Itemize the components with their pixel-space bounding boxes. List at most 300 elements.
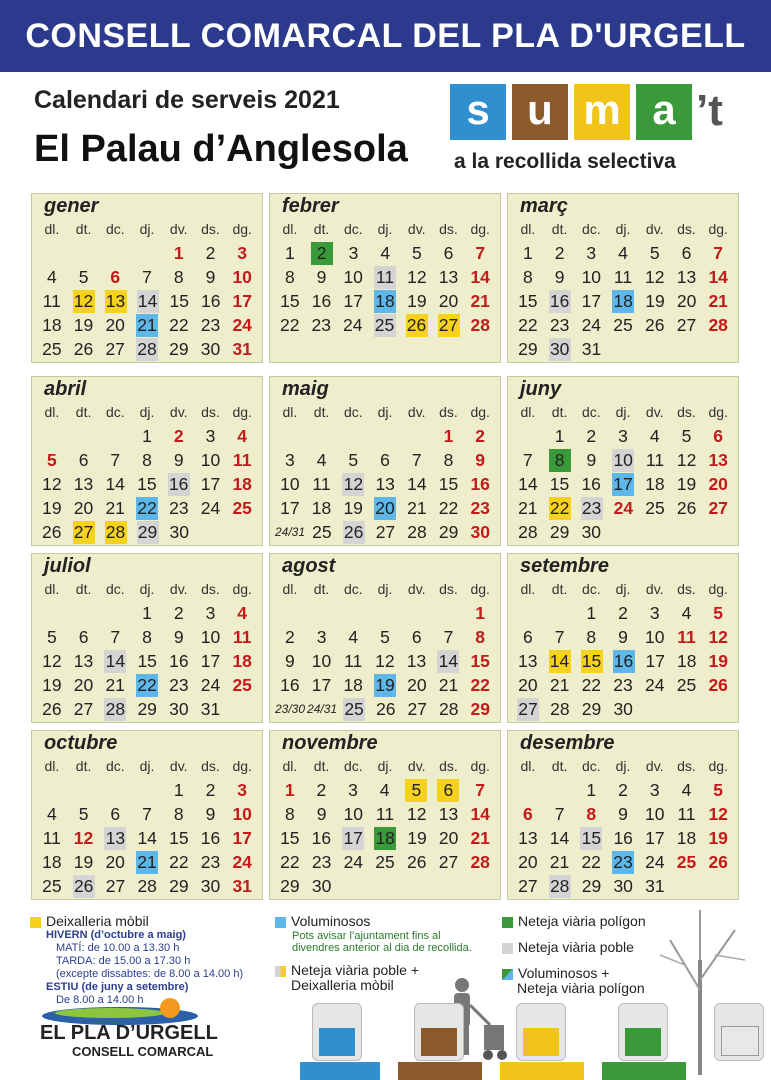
weekday-header xyxy=(274,758,496,774)
week-row xyxy=(274,425,496,448)
week-row xyxy=(274,851,496,874)
month-maig xyxy=(269,376,501,546)
day-cell: 17 xyxy=(280,498,300,518)
weekday-label: ds. xyxy=(439,404,458,420)
legend-excepte: (excepte dissabtes: de 8.00 a 14.00 h) xyxy=(56,968,244,980)
weekday-label: ds. xyxy=(439,581,458,597)
month-name: maig xyxy=(282,378,329,400)
month-name: novembre xyxy=(282,732,378,754)
week-row xyxy=(274,827,496,850)
month-març xyxy=(507,193,739,363)
day-cell: 21 xyxy=(470,291,490,311)
weekday-label: dt. xyxy=(75,404,92,420)
day-cell: 13 xyxy=(105,291,126,311)
weekday-label: dl. xyxy=(282,758,298,774)
week-row xyxy=(512,779,734,802)
day-cell: 27 xyxy=(438,315,459,335)
day-cell: 14 xyxy=(470,267,490,287)
day-cell: 14 xyxy=(518,474,538,494)
day-cell: 16 xyxy=(168,474,189,494)
day-cell: 18 xyxy=(42,852,62,872)
day-cell: 11 xyxy=(375,804,395,824)
pla-urgell-brand xyxy=(40,998,290,1080)
day-cell: 1 xyxy=(475,603,486,623)
day-cell: 13 xyxy=(105,828,126,848)
day-cell: 22 xyxy=(137,498,157,518)
day-cell: 1 xyxy=(142,603,152,623)
weekday-label: dc. xyxy=(343,581,363,597)
day-cell: 2 xyxy=(586,426,597,446)
weekday-label: dj. xyxy=(377,581,393,597)
day-cell: 11 xyxy=(677,627,696,647)
day-cell: 25 xyxy=(676,675,697,695)
day-cell: 15 xyxy=(470,651,490,671)
day-cell xyxy=(672,338,702,361)
weekday-label: dl. xyxy=(520,581,536,597)
day-cell: 5 xyxy=(46,450,57,470)
day-cell: 8 xyxy=(142,450,152,470)
grey-yellow-swatch-icon xyxy=(275,966,286,977)
day-cell xyxy=(132,242,162,265)
legend-hivern: HIVERN (d’octubre a maig) xyxy=(46,929,186,941)
legend-vol-poligon-2: Neteja viària polígon xyxy=(517,980,645,996)
day-cell: 18 xyxy=(645,474,665,494)
grey-bin-icon xyxy=(714,1003,764,1061)
week-row xyxy=(36,425,258,448)
day-cell xyxy=(402,602,432,625)
weekday-label: dg. xyxy=(708,581,728,597)
month-name: març xyxy=(520,195,568,217)
day-cell: 19 xyxy=(708,828,728,848)
week-row xyxy=(36,242,258,265)
weekday-label: dg. xyxy=(232,758,252,774)
weekday-label: ds. xyxy=(201,221,220,237)
day-cell: 9 xyxy=(554,267,565,287)
weekday-label: dt. xyxy=(551,404,568,420)
day-cell xyxy=(37,779,67,802)
weekday-label: dg. xyxy=(232,581,252,597)
day-cell: 2 xyxy=(205,780,216,800)
day-cell: 5 xyxy=(78,267,89,287)
month-febrer xyxy=(269,193,501,363)
week-row xyxy=(512,827,734,850)
day-cell xyxy=(672,521,702,544)
day-cell: 6 xyxy=(681,243,692,263)
day-cell: 15 xyxy=(169,291,189,311)
legend-neteja-deixalleria: Neteja viària poble + xyxy=(275,962,419,978)
day-cell: 3 xyxy=(284,450,295,470)
day-cell: 23 xyxy=(581,498,602,518)
day-cell: 25 xyxy=(613,315,633,335)
week-row xyxy=(36,779,258,802)
day-cell: 12 xyxy=(645,267,665,287)
day-cell: 28 xyxy=(550,699,570,719)
day-cell: 19 xyxy=(42,675,62,695)
weekday-label: dj. xyxy=(615,581,631,597)
day-cell: 21 xyxy=(518,498,538,518)
day-cell: 4 xyxy=(649,426,660,446)
day-cell: 11 xyxy=(645,450,665,470)
week-row xyxy=(36,473,258,496)
day-cell: 28 xyxy=(105,699,126,719)
day-cell: 25 xyxy=(312,522,332,542)
day-cell: 19 xyxy=(708,651,728,671)
weekday-label: dl. xyxy=(520,221,536,237)
day-cell: 13 xyxy=(438,267,459,287)
day-cell xyxy=(402,875,432,898)
day-cell: 11 xyxy=(613,267,633,287)
day-cell: 2 xyxy=(554,243,565,263)
day-cell: 23 xyxy=(470,498,490,518)
weekday-label: ds. xyxy=(201,404,220,420)
weekday-label: dj. xyxy=(139,221,155,237)
weekday-label: dv. xyxy=(645,758,664,774)
weekday-label: dl. xyxy=(282,581,298,597)
day-cell: 6 xyxy=(411,627,422,647)
day-cell: 24/31 xyxy=(275,525,306,539)
day-cell: 22 xyxy=(518,315,538,335)
day-cell: 8 xyxy=(443,450,454,470)
day-cell: 19 xyxy=(73,852,94,872)
day-cell: 25 xyxy=(232,498,252,518)
day-cell: 28 xyxy=(137,876,157,896)
day-cell: 9 xyxy=(205,267,216,287)
day-cell: 24 xyxy=(232,315,252,335)
week-row xyxy=(36,449,258,472)
day-cell: 5 xyxy=(380,627,390,647)
day-cell xyxy=(703,698,733,721)
day-cell: 15 xyxy=(137,474,157,494)
day-cell: 5 xyxy=(681,426,692,446)
day-cell: 13 xyxy=(676,267,697,287)
day-cell: 18 xyxy=(343,675,363,695)
day-cell: 11 xyxy=(42,291,61,311)
day-cell xyxy=(100,779,130,802)
week-row xyxy=(512,626,734,649)
yellow-swatch-icon xyxy=(30,917,41,928)
day-cell: 20 xyxy=(676,291,697,311)
day-cell: 27 xyxy=(105,876,126,896)
day-cell: 5 xyxy=(713,780,724,800)
day-cell: 20 xyxy=(438,291,459,311)
day-cell: 24/31 xyxy=(307,702,338,716)
day-cell: 27 xyxy=(518,876,538,896)
day-cell: 12 xyxy=(343,474,364,494)
day-cell: 26 xyxy=(42,699,62,719)
day-cell: 9 xyxy=(475,450,486,470)
day-cell: 6 xyxy=(110,804,121,824)
weekday-label: dv. xyxy=(645,221,664,237)
day-cell xyxy=(338,602,368,625)
day-cell: 10 xyxy=(232,267,252,287)
day-cell: 23 xyxy=(311,852,332,872)
day-cell xyxy=(307,425,337,448)
week-row xyxy=(274,449,496,472)
day-cell xyxy=(608,338,638,361)
day-cell: 26 xyxy=(708,852,728,872)
month-abril xyxy=(31,376,263,546)
day-cell: 22 xyxy=(280,852,300,872)
day-cell: 1 xyxy=(586,780,597,800)
day-cell: 22 xyxy=(137,675,157,695)
day-cell xyxy=(465,875,495,898)
day-cell: 28 xyxy=(470,852,490,872)
day-cell: 18 xyxy=(375,291,395,311)
day-cell xyxy=(196,521,226,544)
day-cell: 13 xyxy=(708,450,728,470)
day-cell: 16 xyxy=(311,828,332,848)
weekday-label: dj. xyxy=(139,404,155,420)
day-cell: 24 xyxy=(343,852,364,872)
day-cell: 3 xyxy=(586,243,597,263)
day-cell: 21 xyxy=(137,315,157,335)
month-juliol xyxy=(31,553,263,723)
day-cell: 23 xyxy=(549,315,570,335)
day-cell: 9 xyxy=(618,627,628,647)
week-row xyxy=(274,803,496,826)
week-row xyxy=(512,698,734,721)
week-row xyxy=(36,698,258,721)
day-cell: 11 xyxy=(375,267,395,287)
weekday-label: dt. xyxy=(551,221,568,237)
week-row xyxy=(36,266,258,289)
day-cell xyxy=(640,698,670,721)
day-cell: 7 xyxy=(522,450,533,470)
day-cell: 16 xyxy=(470,474,490,494)
day-cell: 9 xyxy=(173,627,184,647)
day-cell: 21 xyxy=(407,498,427,518)
day-cell: 8 xyxy=(284,804,295,824)
day-cell xyxy=(100,425,130,448)
day-cell: 27 xyxy=(73,699,94,719)
weekday-label: dl. xyxy=(282,221,298,237)
day-cell: 20 xyxy=(73,675,94,695)
day-cell: 31 xyxy=(232,876,252,896)
weekday-label: dj. xyxy=(615,758,631,774)
day-cell xyxy=(513,602,543,625)
day-cell: 6 xyxy=(443,243,454,263)
day-cell: 9 xyxy=(173,450,184,470)
weekday-label: dv. xyxy=(645,404,664,420)
day-cell: 21 xyxy=(438,675,459,695)
weekday-label: dv. xyxy=(407,758,426,774)
week-row xyxy=(512,290,734,313)
weekday-header xyxy=(274,581,496,597)
weekday-label: dj. xyxy=(139,581,155,597)
day-cell: 29 xyxy=(438,522,459,542)
day-cell: 17 xyxy=(343,828,363,848)
day-cell: 17 xyxy=(581,291,602,311)
day-cell xyxy=(434,875,464,898)
day-cell: 12 xyxy=(73,828,94,848)
day-cell: 30 xyxy=(549,339,570,359)
weekday-header xyxy=(274,404,496,420)
day-cell: 8 xyxy=(475,627,486,647)
week-row xyxy=(36,650,258,673)
day-cell: 14 xyxy=(407,474,427,494)
day-cell: 23 xyxy=(169,675,189,695)
week-row xyxy=(36,827,258,850)
day-cell: 24 xyxy=(343,315,363,335)
weekday-label: dc. xyxy=(581,581,601,597)
day-cell: 27 xyxy=(676,315,697,335)
day-cell: 1 xyxy=(284,243,295,263)
day-cell: 1 xyxy=(443,426,454,446)
day-cell: 22 xyxy=(438,498,459,518)
day-cell: 20 xyxy=(73,498,94,518)
day-cell: 4 xyxy=(237,426,248,446)
day-cell: 3 xyxy=(348,243,359,263)
day-cell: 27 xyxy=(105,339,125,359)
day-cell: 27 xyxy=(73,522,94,542)
day-cell: 14 xyxy=(438,651,459,671)
day-cell: 13 xyxy=(518,828,538,848)
day-cell xyxy=(69,602,99,625)
day-cell: 12 xyxy=(407,804,427,824)
day-cell xyxy=(100,242,130,265)
day-cell: 4 xyxy=(380,243,391,263)
day-cell: 24 xyxy=(645,675,665,695)
week-row xyxy=(512,425,734,448)
day-cell: 22 xyxy=(470,675,490,695)
week-row xyxy=(36,851,258,874)
legend-neteja-deixalleria-2: Deixalleria mòbil xyxy=(291,977,394,993)
day-cell: 5 xyxy=(411,243,422,263)
day-cell: 29 xyxy=(169,339,189,359)
week-row xyxy=(274,626,496,649)
day-cell xyxy=(69,242,99,265)
green-bin-icon xyxy=(618,1003,668,1061)
day-cell: 14 xyxy=(708,267,728,287)
day-cell: 8 xyxy=(142,627,152,647)
weekday-label: dc. xyxy=(105,404,125,420)
weekday-header xyxy=(512,221,734,237)
day-cell: 7 xyxy=(411,450,422,470)
day-cell: 11 xyxy=(344,651,363,671)
day-cell: 17 xyxy=(613,474,633,494)
day-cell: 10 xyxy=(311,651,332,671)
week-row xyxy=(274,242,496,265)
day-cell: 5 xyxy=(46,627,57,647)
weekday-label: dl. xyxy=(520,758,536,774)
day-cell: 12 xyxy=(708,627,728,647)
day-cell: 3 xyxy=(618,426,628,446)
day-cell: 25 xyxy=(232,675,252,695)
day-cell: 9 xyxy=(284,651,295,671)
day-cell: 10 xyxy=(645,627,665,647)
day-cell: 21 xyxy=(549,675,570,695)
day-cell: 12 xyxy=(708,804,728,824)
day-cell: 7 xyxy=(554,804,565,824)
month-octubre xyxy=(31,730,263,900)
week-row xyxy=(36,338,258,361)
day-cell: 17 xyxy=(645,828,665,848)
weekday-label: dj. xyxy=(615,221,631,237)
day-cell: 29 xyxy=(518,339,538,359)
day-cell: 20 xyxy=(518,675,538,695)
calendar-subtitle: Calendari de serveis 2021 xyxy=(34,86,340,114)
week-row xyxy=(36,497,258,520)
day-cell: 20 xyxy=(105,315,125,335)
weekday-label: dj. xyxy=(377,758,393,774)
day-cell: 17 xyxy=(343,291,363,311)
day-cell: 23 xyxy=(613,852,633,872)
weekday-label: dg. xyxy=(232,221,252,237)
weekday-label: dg. xyxy=(232,404,252,420)
day-cell: 11 xyxy=(42,828,61,848)
legend-deixalleria: Deixalleria mòbil xyxy=(30,913,149,929)
day-cell xyxy=(545,779,575,802)
day-cell xyxy=(69,425,99,448)
logo-letter-s: s xyxy=(450,84,506,140)
day-cell: 17 xyxy=(200,474,221,494)
day-cell: 14 xyxy=(549,651,570,671)
day-cell: 6 xyxy=(78,450,89,470)
day-cell: 22 xyxy=(581,852,601,872)
day-cell: 18 xyxy=(232,651,252,671)
day-cell: 14 xyxy=(137,828,157,848)
day-cell: 3 xyxy=(205,603,216,623)
day-cell: 12 xyxy=(676,450,697,470)
weekday-label: ds. xyxy=(677,404,696,420)
day-cell: 19 xyxy=(407,828,427,848)
week-row xyxy=(274,266,496,289)
weekday-label: ds. xyxy=(677,581,696,597)
day-cell xyxy=(703,338,733,361)
weekday-header xyxy=(512,404,734,420)
day-cell: 9 xyxy=(316,804,327,824)
day-cell: 30 xyxy=(613,876,633,896)
day-cell: 18 xyxy=(42,315,62,335)
day-cell xyxy=(100,602,130,625)
weekday-label: dt. xyxy=(551,581,568,597)
weekday-label: dt. xyxy=(313,581,330,597)
day-cell: 22 xyxy=(169,852,189,872)
day-cell: 31 xyxy=(645,876,665,896)
legend-tarda: TARDA: de 15.00 a 17.30 h xyxy=(56,955,191,967)
day-cell: 16 xyxy=(311,291,332,311)
weekday-label: dv. xyxy=(169,581,188,597)
week-row xyxy=(274,521,496,544)
day-cell: 28 xyxy=(708,315,728,335)
day-cell: 16 xyxy=(200,828,221,848)
day-cell: 22 xyxy=(581,675,602,695)
day-cell: 8 xyxy=(173,267,184,287)
week-row xyxy=(512,602,734,625)
day-cell: 9 xyxy=(586,450,597,470)
day-cell: 15 xyxy=(549,474,570,494)
day-cell: 7 xyxy=(142,804,152,824)
weekday-label: dc. xyxy=(343,404,363,420)
weekday-label: dl. xyxy=(44,221,60,237)
day-cell: 8 xyxy=(284,267,295,287)
day-cell: 3 xyxy=(237,243,248,263)
day-cell: 31 xyxy=(232,339,252,359)
day-cell: 2 xyxy=(205,243,216,263)
day-cell: 13 xyxy=(73,651,94,671)
day-cell: 26 xyxy=(645,315,665,335)
day-cell: 2 xyxy=(475,426,486,446)
day-cell: 15 xyxy=(438,474,459,494)
weekday-label: dg. xyxy=(708,221,728,237)
month-desembre xyxy=(507,730,739,900)
day-cell xyxy=(132,779,162,802)
week-row xyxy=(274,602,496,625)
day-cell xyxy=(227,698,257,721)
logo-apostrophe-t: ’t xyxy=(696,86,723,135)
day-cell: 20 xyxy=(708,474,728,494)
week-row xyxy=(274,875,496,898)
